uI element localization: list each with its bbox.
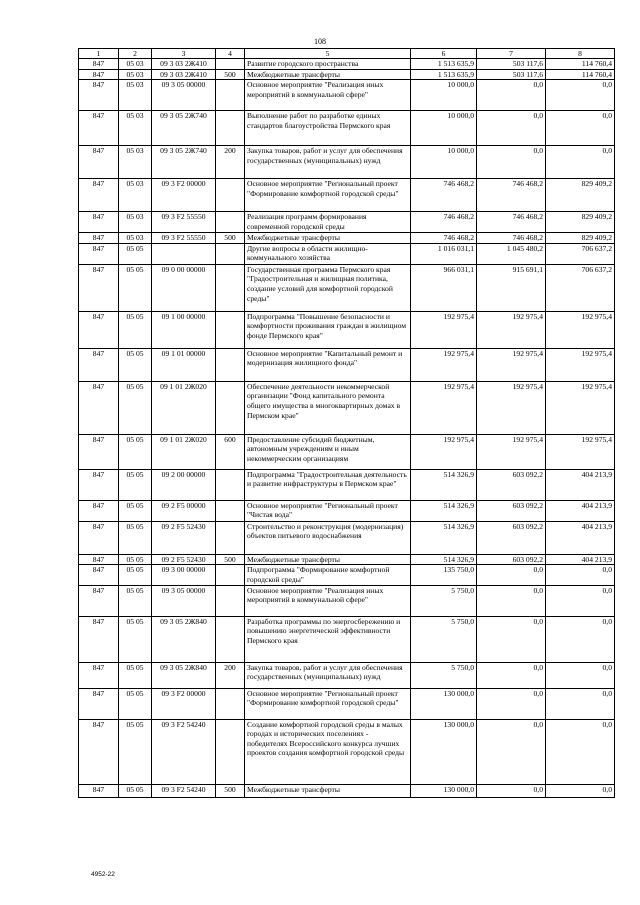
description-cell: Основное мероприятие "Реализация иных мероприятий в коммунальной сфере" — [245, 80, 411, 111]
target-article-cell: 09 3 F2 54240 — [152, 719, 216, 784]
grbs-code-cell: 847 — [79, 500, 119, 521]
table-row — [79, 80, 615, 111]
amount-year1-cell: 192 975,4 — [411, 434, 477, 469]
target-article-cell: 09 3 F2 55550 — [152, 233, 216, 244]
description-cell: Развитие городского пространства — [245, 59, 411, 70]
description-cell: Межбюджетные трансферты — [245, 784, 411, 797]
amount-year2-cell: 0,0 — [477, 662, 546, 688]
section-code-cell: 05 03 — [119, 59, 152, 70]
expense-type-cell — [216, 212, 245, 233]
table-row — [79, 311, 615, 348]
target-article-cell: 09 3 03 2Ж410 — [152, 59, 216, 70]
target-article-cell: 09 2 F5 52430 — [152, 521, 216, 554]
table-row — [79, 662, 615, 688]
table-row — [79, 69, 615, 80]
amount-year3-cell: 829 409,2 — [546, 179, 615, 212]
amount-year3-cell: 192 975,4 — [546, 311, 615, 348]
table-row — [79, 500, 615, 521]
column-header: 5 — [245, 49, 411, 59]
section-code-cell: 05 05 — [119, 554, 152, 565]
amount-year3-cell: 404 213,9 — [546, 521, 615, 554]
amount-year3-cell: 0,0 — [546, 784, 615, 797]
grbs-code-cell: 847 — [79, 521, 119, 554]
grbs-code-cell: 847 — [79, 348, 119, 381]
expense-type-cell — [216, 179, 245, 212]
target-article-cell: 09 2 F5 00000 — [152, 500, 216, 521]
description-cell: Закупка товаров, работ и услуг для обеспечения государственных (муниципальных) нужд — [245, 662, 411, 688]
grbs-code-cell: 847 — [79, 80, 119, 111]
table-row — [79, 469, 615, 500]
amount-year1-cell: 1 513 635,9 — [411, 69, 477, 80]
amount-year3-cell: 706 637,2 — [546, 243, 615, 264]
grbs-code-cell: 847 — [79, 212, 119, 233]
amount-year2-cell: 746 468,2 — [477, 212, 546, 233]
grbs-code-cell: 847 — [79, 69, 119, 80]
amount-year3-cell: 0,0 — [546, 616, 615, 662]
expense-type-cell — [216, 565, 245, 585]
description-cell: Подпрограмма "Повышение безопасности и комфортности проживания граждан в жилищном фонде Пермского края" — [245, 311, 411, 348]
amount-year1-cell: 135 750,0 — [411, 565, 477, 585]
table-row — [79, 784, 615, 797]
section-code-cell: 05 05 — [119, 565, 152, 585]
description-cell: Основное мероприятие "Региональный проект "Формирование комфортной городской среды" — [245, 179, 411, 212]
amount-year3-cell: 829 409,2 — [546, 212, 615, 233]
table-row — [79, 554, 615, 565]
grbs-code-cell: 847 — [79, 434, 119, 469]
amount-year3-cell: 114 760,4 — [546, 59, 615, 70]
expense-type-cell — [216, 381, 245, 434]
section-code-cell: 05 05 — [119, 500, 152, 521]
target-article-cell: 09 1 01 2Ж020 — [152, 434, 216, 469]
amount-year1-cell: 130 000,0 — [411, 688, 477, 719]
description-cell: Подпрограмма "Градостроительная деятельность и развитие инфраструктуры в Пермском крае" — [245, 469, 411, 500]
amount-year2-cell: 603 092,2 — [477, 500, 546, 521]
table-row — [79, 616, 615, 662]
amount-year1-cell: 192 975,4 — [411, 311, 477, 348]
amount-year1-cell: 746 468,2 — [411, 179, 477, 212]
section-code-cell: 05 05 — [119, 381, 152, 434]
column-header: 7 — [477, 49, 546, 59]
amount-year2-cell: 0,0 — [477, 80, 546, 111]
grbs-code-cell: 847 — [79, 688, 119, 719]
expense-type-cell — [216, 521, 245, 554]
amount-year2-cell: 0,0 — [477, 146, 546, 179]
table-row — [79, 111, 615, 146]
description-cell: Обеспечение деятельности некоммерческой организации "Фонд капитального ремонта общего имущества в многоквартирных домах в Пермском крае" — [245, 381, 411, 434]
grbs-code-cell: 847 — [79, 233, 119, 244]
grbs-code-cell: 847 — [79, 111, 119, 146]
description-cell: Межбюджетные трансферты — [245, 554, 411, 565]
section-code-cell: 05 05 — [119, 469, 152, 500]
expense-type-cell — [216, 111, 245, 146]
grbs-code-cell: 847 — [79, 662, 119, 688]
amount-year3-cell: 0,0 — [546, 111, 615, 146]
amount-year3-cell: 192 975,4 — [546, 434, 615, 469]
table-row — [79, 348, 615, 381]
description-cell: Создание комфортной городской среды в малых городах и исторических поселениях - победителях Всероссийского конкурса лучших проектов создания комфортной городской среды — [245, 719, 411, 784]
section-code-cell: 05 05 — [119, 311, 152, 348]
description-cell: Основное мероприятие "Региональный проект "Чистая вода" — [245, 500, 411, 521]
section-code-cell: 05 05 — [119, 521, 152, 554]
section-code-cell: 05 03 — [119, 212, 152, 233]
section-code-cell: 05 05 — [119, 434, 152, 469]
amount-year1-cell: 130 000,0 — [411, 719, 477, 784]
header-row — [79, 49, 615, 59]
table-row — [79, 233, 615, 244]
table-body — [79, 59, 615, 798]
description-cell: Другие вопросы в области жилищно-коммунального хозяйства — [245, 243, 411, 264]
page-number: 108 — [314, 37, 326, 46]
grbs-code-cell: 847 — [79, 311, 119, 348]
expense-type-cell — [216, 311, 245, 348]
expense-type-cell — [216, 719, 245, 784]
expense-type-cell: 200 — [216, 662, 245, 688]
section-code-cell: 05 05 — [119, 784, 152, 797]
section-code-cell: 05 05 — [119, 688, 152, 719]
target-article-cell: 09 3 05 2Ж840 — [152, 662, 216, 688]
description-cell: Реализация программ формирования современной городской среды — [245, 212, 411, 233]
table-row — [79, 521, 615, 554]
section-code-cell: 05 03 — [119, 80, 152, 111]
expense-type-cell — [216, 500, 245, 521]
amount-year2-cell: 746 468,2 — [477, 233, 546, 244]
grbs-code-cell: 847 — [79, 179, 119, 212]
expense-type-cell: 500 — [216, 233, 245, 244]
column-header: 4 — [216, 49, 245, 59]
description-cell: Строительство и реконструкция (модернизация) объектов питьевого водоснабжения — [245, 521, 411, 554]
target-article-cell: 09 3 F2 54240 — [152, 784, 216, 797]
table-row — [79, 212, 615, 233]
amount-year2-cell: 603 092,2 — [477, 554, 546, 565]
amount-year2-cell: 0,0 — [477, 616, 546, 662]
amount-year1-cell: 130 000,0 — [411, 784, 477, 797]
expense-type-cell — [216, 348, 245, 381]
amount-year2-cell: 192 975,4 — [477, 348, 546, 381]
target-article-cell: 09 3 05 00000 — [152, 585, 216, 616]
amount-year3-cell: 0,0 — [546, 80, 615, 111]
table-row — [79, 585, 615, 616]
amount-year3-cell: 0,0 — [546, 719, 615, 784]
amount-year1-cell: 966 031,1 — [411, 264, 477, 311]
amount-year3-cell: 0,0 — [546, 565, 615, 585]
budget-table — [78, 48, 615, 798]
amount-year3-cell: 404 213,9 — [546, 554, 615, 565]
amount-year1-cell: 1 016 031,1 — [411, 243, 477, 264]
amount-year2-cell: 0,0 — [477, 688, 546, 719]
section-code-cell: 05 05 — [119, 243, 152, 264]
target-article-cell: 09 3 00 00000 — [152, 565, 216, 585]
section-code-cell: 05 03 — [119, 111, 152, 146]
amount-year1-cell: 514 326,9 — [411, 554, 477, 565]
expense-type-cell: 500 — [216, 784, 245, 797]
expense-type-cell — [216, 616, 245, 662]
amount-year2-cell: 192 975,4 — [477, 311, 546, 348]
amount-year2-cell: 1 045 480,2 — [477, 243, 546, 264]
grbs-code-cell: 847 — [79, 146, 119, 179]
amount-year2-cell: 0,0 — [477, 719, 546, 784]
amount-year1-cell: 10 000,0 — [411, 146, 477, 179]
table-row — [79, 688, 615, 719]
description-cell: Межбюджетные трансферты — [245, 233, 411, 244]
amount-year3-cell: 192 975,4 — [546, 348, 615, 381]
expense-type-cell — [216, 469, 245, 500]
grbs-code-cell: 847 — [79, 565, 119, 585]
amount-year2-cell: 0,0 — [477, 565, 546, 585]
column-header: 6 — [411, 49, 477, 59]
amount-year2-cell: 503 117,6 — [477, 69, 546, 80]
section-code-cell: 05 05 — [119, 616, 152, 662]
description-cell: Подпрограмма "Формирование комфортной городской среды" — [245, 565, 411, 585]
column-header: 1 — [79, 49, 119, 59]
amount-year3-cell: 0,0 — [546, 585, 615, 616]
target-article-cell: 09 1 00 00000 — [152, 311, 216, 348]
target-article-cell: 09 1 01 2Ж020 — [152, 381, 216, 434]
section-code-cell: 05 03 — [119, 146, 152, 179]
table-row — [79, 381, 615, 434]
expense-type-cell — [216, 688, 245, 719]
target-article-cell: 09 1 01 00000 — [152, 348, 216, 381]
description-cell: Предоставление субсидий бюджетным, автономным учреждениям и иным некоммерческим организациям — [245, 434, 411, 469]
expense-type-cell — [216, 59, 245, 70]
target-article-cell: 09 3 05 2Ж740 — [152, 111, 216, 146]
description-cell: Основное мероприятие "Реализация иных мероприятий в коммунальной сфере" — [245, 585, 411, 616]
amount-year3-cell: 404 213,9 — [546, 469, 615, 500]
amount-year2-cell: 915 691,1 — [477, 264, 546, 311]
expense-type-cell: 600 — [216, 434, 245, 469]
amount-year1-cell: 514 326,9 — [411, 521, 477, 554]
amount-year2-cell: 0,0 — [477, 111, 546, 146]
target-article-cell: 09 3 05 00000 — [152, 80, 216, 111]
target-article-cell: 09 2 00 00000 — [152, 469, 216, 500]
grbs-code-cell: 847 — [79, 585, 119, 616]
target-article-cell: 09 3 05 2Ж740 — [152, 146, 216, 179]
amount-year2-cell: 0,0 — [477, 585, 546, 616]
footer-code: 4952-22 — [91, 871, 115, 878]
amount-year1-cell: 514 326,9 — [411, 500, 477, 521]
amount-year1-cell: 192 975,4 — [411, 381, 477, 434]
amount-year2-cell: 192 975,4 — [477, 434, 546, 469]
column-header: 2 — [119, 49, 152, 59]
amount-year1-cell: 192 975,4 — [411, 348, 477, 381]
grbs-code-cell: 847 — [79, 243, 119, 264]
grbs-code-cell: 847 — [79, 719, 119, 784]
grbs-code-cell: 847 — [79, 616, 119, 662]
target-article-cell: 09 3 05 2Ж840 — [152, 616, 216, 662]
amount-year1-cell: 5 750,0 — [411, 616, 477, 662]
expense-type-cell: 500 — [216, 69, 245, 80]
description-cell: Основное мероприятие "Капитальный ремонт и модернизация жилищного фонда" — [245, 348, 411, 381]
target-article-cell: 09 3 F2 00000 — [152, 179, 216, 212]
grbs-code-cell: 847 — [79, 469, 119, 500]
target-article-cell: 09 2 F5 52430 — [152, 554, 216, 565]
target-article-cell: 09 0 00 00000 — [152, 264, 216, 311]
amount-year3-cell: 0,0 — [546, 688, 615, 719]
section-code-cell: 05 05 — [119, 348, 152, 381]
section-code-cell: 05 05 — [119, 585, 152, 616]
amount-year3-cell: 829 409,2 — [546, 233, 615, 244]
amount-year3-cell: 0,0 — [546, 146, 615, 179]
section-code-cell: 05 03 — [119, 233, 152, 244]
target-article-cell — [152, 243, 216, 264]
amount-year1-cell: 10 000,0 — [411, 111, 477, 146]
amount-year1-cell: 10 000,0 — [411, 80, 477, 111]
column-header: 8 — [546, 49, 615, 59]
target-article-cell: 09 3 F2 55550 — [152, 212, 216, 233]
amount-year3-cell: 706 637,2 — [546, 264, 615, 311]
description-cell: Межбюджетные трансферты — [245, 69, 411, 80]
target-article-cell: 09 3 F2 00000 — [152, 688, 216, 719]
table-row — [79, 243, 615, 264]
amount-year2-cell: 603 092,2 — [477, 469, 546, 500]
grbs-code-cell: 847 — [79, 59, 119, 70]
target-article-cell: 09 3 03 2Ж410 — [152, 69, 216, 80]
section-code-cell: 05 05 — [119, 662, 152, 688]
amount-year2-cell: 503 117,6 — [477, 59, 546, 70]
amount-year2-cell: 0,0 — [477, 784, 546, 797]
table-row — [79, 264, 615, 311]
amount-year2-cell: 192 975,4 — [477, 381, 546, 434]
table-row — [79, 434, 615, 469]
amount-year1-cell: 1 513 635,9 — [411, 59, 477, 70]
description-cell: Разработка программы по энергосбережению и повышению энергетической эффективности Пермского края — [245, 616, 411, 662]
amount-year3-cell: 404 213,9 — [546, 500, 615, 521]
amount-year1-cell: 746 468,2 — [411, 212, 477, 233]
grbs-code-cell: 847 — [79, 264, 119, 311]
expense-type-cell: 500 — [216, 554, 245, 565]
grbs-code-cell: 847 — [79, 381, 119, 434]
amount-year1-cell: 5 750,0 — [411, 585, 477, 616]
expense-type-cell — [216, 264, 245, 311]
description-cell: Выполнение работ по разработке единых стандартов благоустройства Пермского края — [245, 111, 411, 146]
section-code-cell: 05 05 — [119, 719, 152, 784]
amount-year3-cell: 192 975,4 — [546, 381, 615, 434]
table-row — [79, 565, 615, 585]
description-cell: Основное мероприятие "Региональный проект "Формирование комфортной городской среды" — [245, 688, 411, 719]
expense-type-cell — [216, 80, 245, 111]
amount-year2-cell: 746 468,2 — [477, 179, 546, 212]
amount-year2-cell: 603 092,2 — [477, 521, 546, 554]
amount-year1-cell: 5 750,0 — [411, 662, 477, 688]
description-cell: Закупка товаров, работ и услуг для обеспечения государственных (муниципальных) нужд — [245, 146, 411, 179]
table-row — [79, 59, 615, 70]
column-header: 3 — [152, 49, 216, 59]
amount-year1-cell: 514 326,9 — [411, 469, 477, 500]
section-code-cell: 05 03 — [119, 69, 152, 80]
table-row — [79, 146, 615, 179]
expense-type-cell: 200 — [216, 146, 245, 179]
amount-year3-cell: 114 760,4 — [546, 69, 615, 80]
grbs-code-cell: 847 — [79, 784, 119, 797]
amount-year3-cell: 0,0 — [546, 662, 615, 688]
description-cell: Государственная программа Пермского края "Градостроительная и жилищная политика, создание условий для комфортной городской среды" — [245, 264, 411, 311]
section-code-cell: 05 03 — [119, 179, 152, 212]
amount-year1-cell: 746 468,2 — [411, 233, 477, 244]
table-row — [79, 179, 615, 212]
table-row — [79, 719, 615, 784]
grbs-code-cell: 847 — [79, 554, 119, 565]
expense-type-cell — [216, 243, 245, 264]
section-code-cell: 05 05 — [119, 264, 152, 311]
expense-type-cell — [216, 585, 245, 616]
